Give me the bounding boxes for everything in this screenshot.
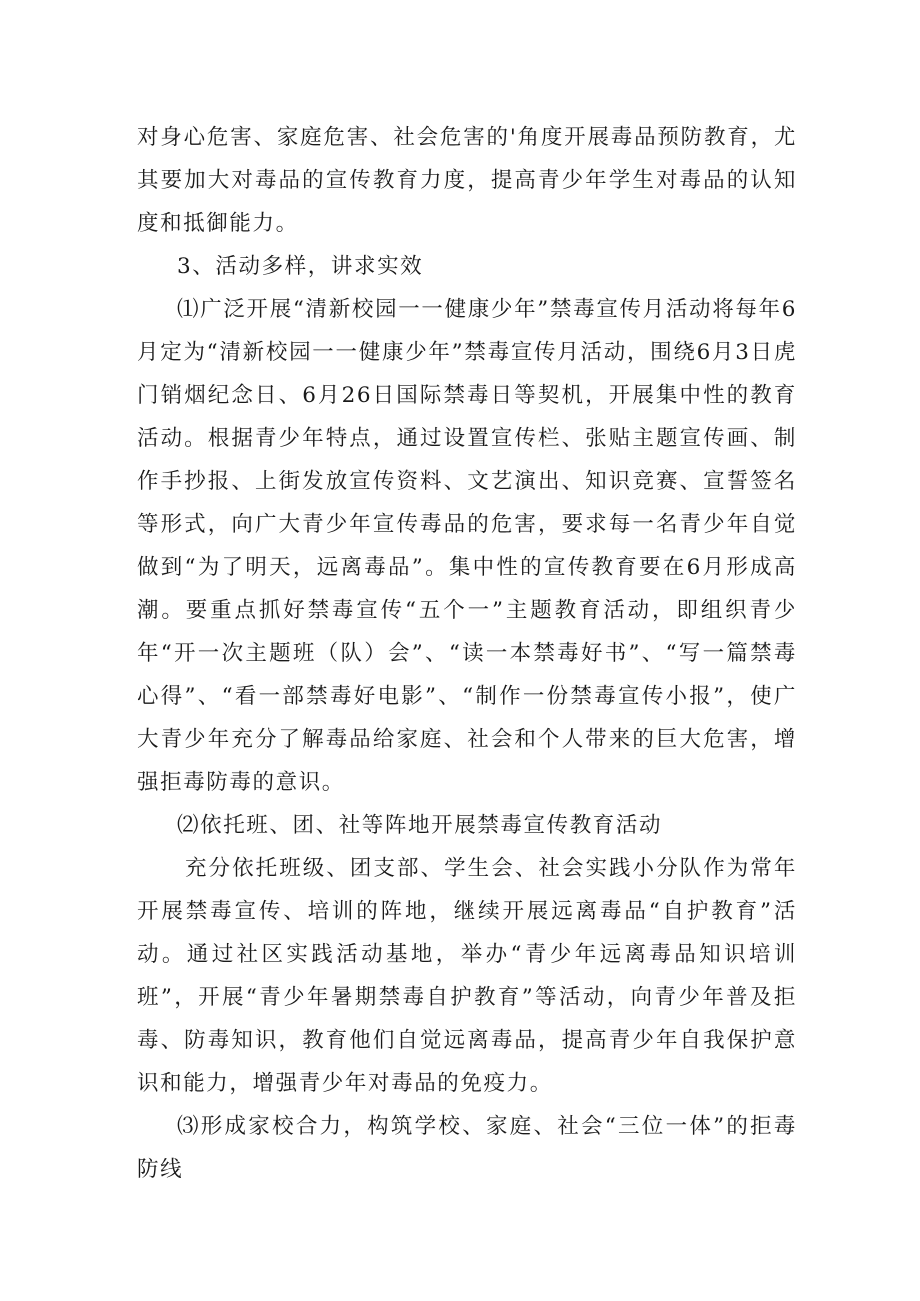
paragraph-item-2-body: 充分依托班级、团支部、学生会、社会实践小分队作为常年开展禁毒宣传、培训的阵地，继续开展远离毒品“自护教育”活动。通过社区实践活动基地，举办“青少年远离毒品知识培训班”，开展“青少年暑期禁毒自护教育”等活动，向青少年普及拒毒、防毒知识，教育他们自觉远离毒品，提高青少年自我保护意识和能力，增强青少年对毒品的免疫力。 — [137, 856, 797, 1096]
section-heading-activities: 3、活动多样，讲求实效 — [177, 254, 424, 279]
subheading-item-3: ⑶形成家校合力，构筑学校、家庭、社会“三位一体”的拒毒防线 — [137, 1114, 797, 1182]
subheading-item-2: ⑵依托班、团、社等阵地开展禁毒宣传教育活动 — [177, 813, 663, 838]
paragraph-continuation: 对身心危害、家庭危害、社会危害的'角度开展毒品预防教育，尤其要加大对毒品的宣传教育力度，提高青少年学生对毒品的认知度和抵御能力。 — [137, 125, 797, 236]
document-body — [137, 116, 797, 1191]
paragraph-item-1: ⑴广泛开展“清新校园一一健康少年”禁毒宣传月活动将每年6月定为“清新校园一一健康少年”禁毒宣传月活动，围绕6月3日虎门销烟纪念日、6月26日国际禁毒日等契机，开展集中性的教育活动。根据青少年特点，通过设置宣传栏、张贴主题宣传画、制作手抄报、上街发放宣传资料、文艺演出、知识竞赛、宣誓签名等形式，向广大青少年宣传毒品的危害，要求每一名青少年自觉做到“为了明天，远离毒品”。集中性的宣传教育要在6月形成高潮。要重点抓好禁毒宣传“五个一”主题教育活动，即组织青少年“开一次主题班（队）会”、“读一本禁毒好书”、“写一篇禁毒心得”、“看一部禁毒好电影”、“制作一份禁毒宣传小报”，使广大青少年充分了解毒品给家庭、社会和个人带来的巨大危害，增强拒毒防毒的意识。 — [137, 297, 797, 795]
